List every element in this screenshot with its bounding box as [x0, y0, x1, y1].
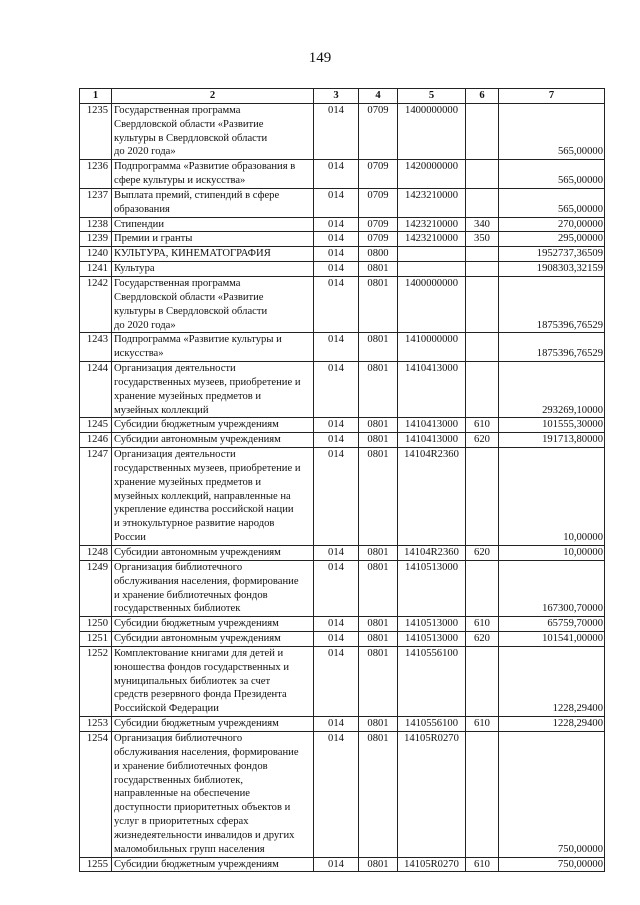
row-number: 1255: [80, 857, 112, 872]
section-code: 0800: [359, 247, 398, 262]
amount: 1875396,76529: [499, 276, 605, 332]
row-description: КУЛЬТУРА, КИНЕМАТОГРАФИЯ: [112, 247, 314, 262]
ministry-code: 014: [314, 247, 359, 262]
header-col-2: 2: [112, 89, 314, 104]
row-description: Субсидии бюджетным учреждениям: [112, 617, 314, 632]
row-description: Субсидии автономным учреждениям: [112, 632, 314, 647]
header-col-6: 6: [466, 89, 499, 104]
ministry-code: 014: [314, 262, 359, 277]
ministry-code: 014: [314, 731, 359, 857]
expense-type-code: [466, 448, 499, 546]
row-number: 1239: [80, 232, 112, 247]
section-code: 0801: [359, 560, 398, 616]
amount: 191713,80000: [499, 433, 605, 448]
table-row: [80, 546, 605, 561]
ministry-code: 014: [314, 276, 359, 332]
row-description: Культура: [112, 262, 314, 277]
target-article-code: 1410413000: [398, 418, 466, 433]
target-article-code: 1410513000: [398, 617, 466, 632]
target-article-code: 1410556100: [398, 717, 466, 732]
table-row: [80, 217, 605, 232]
section-code: 0709: [359, 232, 398, 247]
row-number: 1251: [80, 632, 112, 647]
expense-type-code: 340: [466, 217, 499, 232]
expense-type-code: [466, 188, 499, 217]
expense-type-code: [466, 646, 499, 716]
section-code: 0709: [359, 103, 398, 159]
target-article-code: 1410413000: [398, 362, 466, 418]
row-number: 1249: [80, 560, 112, 616]
section-code: 0801: [359, 362, 398, 418]
row-description: Выплата премий, стипендий в сфере образования: [112, 188, 314, 217]
header-col-1: 1: [80, 89, 112, 104]
section-code: 0709: [359, 217, 398, 232]
expense-type-code: [466, 560, 499, 616]
expense-type-code: 620: [466, 546, 499, 561]
amount: 293269,10000: [499, 362, 605, 418]
ministry-code: 014: [314, 103, 359, 159]
ministry-code: 014: [314, 188, 359, 217]
row-number: 1242: [80, 276, 112, 332]
section-code: 0801: [359, 717, 398, 732]
row-number: 1254: [80, 731, 112, 857]
expense-type-code: [466, 276, 499, 332]
section-code: 0709: [359, 160, 398, 189]
section-code: 0801: [359, 731, 398, 857]
amount: 295,00000: [499, 232, 605, 247]
section-code: 0801: [359, 646, 398, 716]
expense-type-code: 620: [466, 632, 499, 647]
ministry-code: 014: [314, 632, 359, 647]
table-row: [80, 418, 605, 433]
row-description: Субсидии бюджетным учреждениям: [112, 717, 314, 732]
table-row: [80, 560, 605, 616]
expense-type-code: [466, 333, 499, 362]
row-number: 1240: [80, 247, 112, 262]
target-article-code: 1410513000: [398, 632, 466, 647]
section-code: 0801: [359, 632, 398, 647]
section-code: 0801: [359, 448, 398, 546]
row-number: 1250: [80, 617, 112, 632]
table-row: [80, 646, 605, 716]
amount: 167300,70000: [499, 560, 605, 616]
table-row: [80, 188, 605, 217]
section-code: 0801: [359, 433, 398, 448]
table-row: [80, 617, 605, 632]
amount: 1228,29400: [499, 717, 605, 732]
table-row: [80, 333, 605, 362]
row-number: 1245: [80, 418, 112, 433]
target-article-code: 14105R0270: [398, 857, 466, 872]
expense-type-code: [466, 247, 499, 262]
row-number: 1238: [80, 217, 112, 232]
target-article-code: 1400000000: [398, 103, 466, 159]
row-number: 1244: [80, 362, 112, 418]
row-description: Подпрограмма «Развитие образования в сфере культуры и искусства»: [112, 160, 314, 189]
section-code: 0801: [359, 857, 398, 872]
table-row: [80, 160, 605, 189]
row-number: 1236: [80, 160, 112, 189]
table-row: [80, 857, 605, 872]
target-article-code: 1410413000: [398, 433, 466, 448]
header-col-3: 3: [314, 89, 359, 104]
target-article-code: 14104R2360: [398, 448, 466, 546]
row-description: Организация деятельности государственных музеев, приобретение и хранение музейных предметов и музейных коллекций: [112, 362, 314, 418]
row-number: 1241: [80, 262, 112, 277]
table-row: [80, 276, 605, 332]
expense-type-code: 610: [466, 857, 499, 872]
target-article-code: 1410556100: [398, 646, 466, 716]
row-number: 1248: [80, 546, 112, 561]
row-description: Государственная программа Свердловской области «Развитие культуры в Свердловской области до 2020 года»: [112, 276, 314, 332]
amount: 1908303,32159: [499, 262, 605, 277]
amount: 750,00000: [499, 731, 605, 857]
target-article-code: 1423210000: [398, 188, 466, 217]
row-number: 1237: [80, 188, 112, 217]
amount: 565,00000: [499, 160, 605, 189]
expense-type-code: [466, 103, 499, 159]
row-description: Субсидии бюджетным учреждениям: [112, 857, 314, 872]
ministry-code: 014: [314, 646, 359, 716]
row-description: Организация деятельности государственных музеев, приобретение и хранение музейных предметов и музейных коллекций, направленные на укрепление единства российской нации и этнокультурное развитие народов России: [112, 448, 314, 546]
target-article-code: 14105R0270: [398, 731, 466, 857]
target-article-code: 14104R2360: [398, 546, 466, 561]
section-code: 0801: [359, 333, 398, 362]
ministry-code: 014: [314, 857, 359, 872]
table-row: [80, 448, 605, 546]
ministry-code: 014: [314, 160, 359, 189]
ministry-code: 014: [314, 217, 359, 232]
table-row: [80, 362, 605, 418]
row-description: Организация библиотечного обслуживания населения, формирование и хранение библиотечных фондов государственных библиотек: [112, 560, 314, 616]
expense-type-code: [466, 262, 499, 277]
section-code: 0801: [359, 546, 398, 561]
table-row: [80, 103, 605, 159]
row-number: 1253: [80, 717, 112, 732]
header-col-5: 5: [398, 89, 466, 104]
table-row: [80, 247, 605, 262]
expense-type-code: 610: [466, 418, 499, 433]
ministry-code: 014: [314, 418, 359, 433]
row-description: Премии и гранты: [112, 232, 314, 247]
ministry-code: 014: [314, 433, 359, 448]
target-article-code: [398, 247, 466, 262]
row-description: Подпрограмма «Развитие культуры и искусства»: [112, 333, 314, 362]
section-code: 0801: [359, 262, 398, 277]
expense-type-code: [466, 160, 499, 189]
expense-type-code: 610: [466, 717, 499, 732]
row-description: Субсидии автономным учреждениям: [112, 433, 314, 448]
expense-type-code: [466, 362, 499, 418]
target-article-code: 1423210000: [398, 217, 466, 232]
expense-type-code: [466, 731, 499, 857]
amount: 1952737,36509: [499, 247, 605, 262]
row-description: Субсидии бюджетным учреждениям: [112, 418, 314, 433]
expense-type-code: 350: [466, 232, 499, 247]
amount: 1875396,76529: [499, 333, 605, 362]
table-row: [80, 731, 605, 857]
budget-table: [79, 88, 605, 872]
row-number: 1235: [80, 103, 112, 159]
table-row: [80, 262, 605, 277]
ministry-code: 014: [314, 232, 359, 247]
ministry-code: 014: [314, 362, 359, 418]
row-number: 1243: [80, 333, 112, 362]
table-row: [80, 232, 605, 247]
table-body: [80, 103, 605, 872]
header-col-7: 7: [499, 89, 605, 104]
section-code: 0709: [359, 188, 398, 217]
row-number: 1247: [80, 448, 112, 546]
amount: 565,00000: [499, 188, 605, 217]
expense-type-code: 610: [466, 617, 499, 632]
amount: 750,00000: [499, 857, 605, 872]
target-article-code: 1420000000: [398, 160, 466, 189]
ministry-code: 014: [314, 560, 359, 616]
amount: 1228,29400: [499, 646, 605, 716]
row-description: Стипендии: [112, 217, 314, 232]
table-header-row: [80, 89, 605, 104]
page-number: 149: [308, 50, 332, 66]
row-description: Субсидии автономным учреждениям: [112, 546, 314, 561]
table-row: [80, 433, 605, 448]
target-article-code: 1423210000: [398, 232, 466, 247]
header-col-4: 4: [359, 89, 398, 104]
row-description: Комплектование книгами для детей и юношества фондов государственных и муниципальных библиотек за счет средств резервного фонда Президента Российской Федерации: [112, 646, 314, 716]
ministry-code: 014: [314, 333, 359, 362]
section-code: 0801: [359, 276, 398, 332]
table-row: [80, 717, 605, 732]
amount: 565,00000: [499, 103, 605, 159]
expense-type-code: 620: [466, 433, 499, 448]
amount: 270,00000: [499, 217, 605, 232]
row-number: 1246: [80, 433, 112, 448]
amount: 101541,00000: [499, 632, 605, 647]
target-article-code: 1410513000: [398, 560, 466, 616]
amount: 101555,30000: [499, 418, 605, 433]
amount: 65759,70000: [499, 617, 605, 632]
ministry-code: 014: [314, 617, 359, 632]
row-number: 1252: [80, 646, 112, 716]
section-code: 0801: [359, 418, 398, 433]
target-article-code: [398, 262, 466, 277]
table-row: [80, 632, 605, 647]
section-code: 0801: [359, 617, 398, 632]
ministry-code: 014: [314, 546, 359, 561]
ministry-code: 014: [314, 717, 359, 732]
target-article-code: 1410000000: [398, 333, 466, 362]
row-description: Государственная программа Свердловской области «Развитие культуры в Свердловской области до 2020 года»: [112, 103, 314, 159]
target-article-code: 1400000000: [398, 276, 466, 332]
amount: 10,00000: [499, 546, 605, 561]
ministry-code: 014: [314, 448, 359, 546]
row-description: Организация библиотечного обслуживания населения, формирование и хранение библиотечных фондов государственных библиотек, направленные на обеспечение доступности приоритетных объектов и услуг в приоритетных сферах жизнедеятельности инвалидов и других маломобильных групп населения: [112, 731, 314, 857]
amount: 10,00000: [499, 448, 605, 546]
